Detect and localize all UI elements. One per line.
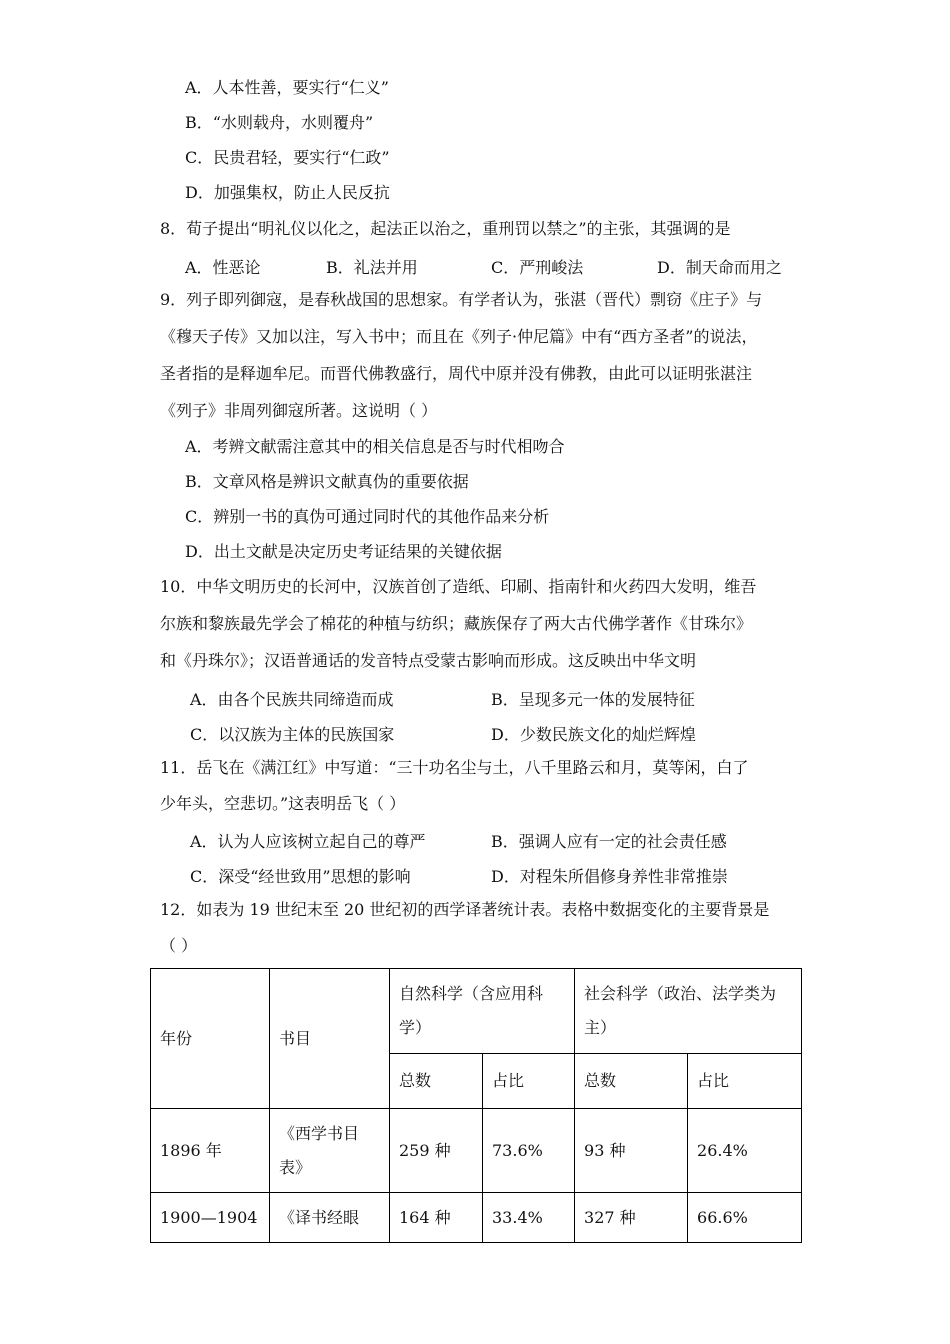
table-row	[151, 1193, 802, 1243]
q8-option-c: C．严刑峻法	[491, 258, 584, 277]
row-year: 1900—1904	[151, 1193, 270, 1243]
q12-stem-line-1: 12．如表为 19 世纪末至 20 世纪初的西学译著统计表。表格中数据变化的主要背景是	[160, 900, 770, 919]
header-natural-ratio: 占比	[483, 1054, 575, 1109]
q11-stem-line-2: 少年头，空悲切。”这表明岳飞（ ）	[160, 794, 406, 813]
row-year: 1896 年	[151, 1109, 270, 1193]
row-natural-ratio: 73.6%	[483, 1109, 575, 1193]
header-natural-science: 自然科学（含应用科学）	[390, 969, 575, 1054]
q9-option-d: D．出土文献是决定历史考证结果的关键依据	[185, 542, 502, 561]
q9-stem-line-4: 《列子》非周列御寇所著。这说明（ ）	[160, 401, 438, 420]
q11-option-a: A．认为人应该树立起自己的尊严	[190, 832, 426, 851]
row-social-ratio: 66.6%	[688, 1193, 802, 1243]
q7-option-d: D．加强集权，防止人民反抗	[185, 183, 390, 202]
q10-option-a: A．由各个民族共同缔造而成	[190, 690, 394, 709]
q10-stem-line-1: 10．中华文明历史的长河中，汉族首创了造纸、印刷、指南针和火药四大发明，维吾	[160, 577, 757, 596]
q9-stem-line-2: 《穆天子传》又加以注，写入书中；而且在《列子·仲尼篇》中有“西方圣者”的说法，	[160, 327, 758, 346]
row-book: 《译书经眼	[270, 1193, 390, 1243]
q11-stem-line-1: 11．岳飞在《满江红》中写道：“三十功名尘与土，八千里路云和月，莫等闲，白了	[160, 758, 749, 777]
row-social-total: 327 种	[575, 1193, 688, 1243]
q11-option-c: C．深受“经世致用”思想的影响	[190, 867, 411, 886]
row-natural-total: 259 种	[390, 1109, 483, 1193]
row-social-ratio: 26.4%	[688, 1109, 802, 1193]
table-row	[151, 1109, 802, 1193]
header-year: 年份	[151, 969, 270, 1109]
header-social-total: 总数	[575, 1054, 688, 1109]
q10-option-d: D．少数民族文化的灿烂辉煌	[491, 725, 696, 744]
q12-stem-line-2: （ ）	[160, 936, 198, 955]
q10-option-c: C．以汉族为主体的民族国家	[190, 725, 395, 744]
header-social-ratio: 占比	[688, 1054, 802, 1109]
q7-option-c: C．民贵君轻，要实行“仁政”	[185, 148, 390, 167]
q9-stem-line-3: 圣者指的是释迦牟尼。而晋代佛教盛行，周代中原并没有佛教，由此可以证明张湛注	[160, 364, 753, 383]
q10-stem-line-3: 和《丹珠尔》；汉语普通话的发音特点受蒙古影响而形成。这反映出中华文明	[160, 651, 697, 670]
q8-stem: 8．荀子提出“明礼仪以化之，起法正以治之，重刑罚以禁之”的主张，其强调的是	[160, 219, 731, 238]
row-book: 《西学书目表》	[270, 1109, 390, 1193]
q9-option-c: C．辨别一书的真伪可通过同时代的其他作品来分析	[185, 507, 550, 526]
q9-stem-line-1: 9．列子即列御寇，是春秋战国的思想家。有学者认为，张湛（晋代）剽窃《庄子》与	[160, 290, 763, 309]
q11-option-d: D．对程朱所倡修身养性非常推崇	[491, 867, 728, 886]
row-natural-total: 164 种	[390, 1193, 483, 1243]
q7-option-a: A．人本性善，要实行“仁义”	[185, 78, 389, 97]
q10-option-b: B．呈现多元一体的发展特征	[491, 690, 695, 709]
q9-option-b: B．文章风格是辨识文献真伪的重要依据	[185, 472, 469, 491]
header-natural-total: 总数	[390, 1054, 483, 1109]
q8-option-a: A．性恶论	[185, 258, 261, 277]
q9-option-a: A．考辨文献需注意其中的相关信息是否与时代相吻合	[185, 437, 565, 456]
q10-stem-line-2: 尔族和黎族最先学会了棉花的种植与纺织；藏族保存了两大古代佛学著作《甘珠尔》	[160, 614, 753, 633]
q8-option-b: B．礼法并用	[326, 258, 418, 277]
translation-stats-table	[150, 968, 802, 1243]
q11-option-b: B．强调人应有一定的社会责任感	[491, 832, 727, 851]
header-social-science: 社会科学（政治、法学类为主）	[575, 969, 802, 1054]
q7-option-b: B．“水则载舟，水则覆舟”	[185, 113, 374, 132]
row-natural-ratio: 33.4%	[483, 1193, 575, 1243]
row-social-total: 93 种	[575, 1109, 688, 1193]
header-book: 书目	[270, 969, 390, 1109]
q8-option-d: D．制天命而用之	[657, 258, 782, 277]
